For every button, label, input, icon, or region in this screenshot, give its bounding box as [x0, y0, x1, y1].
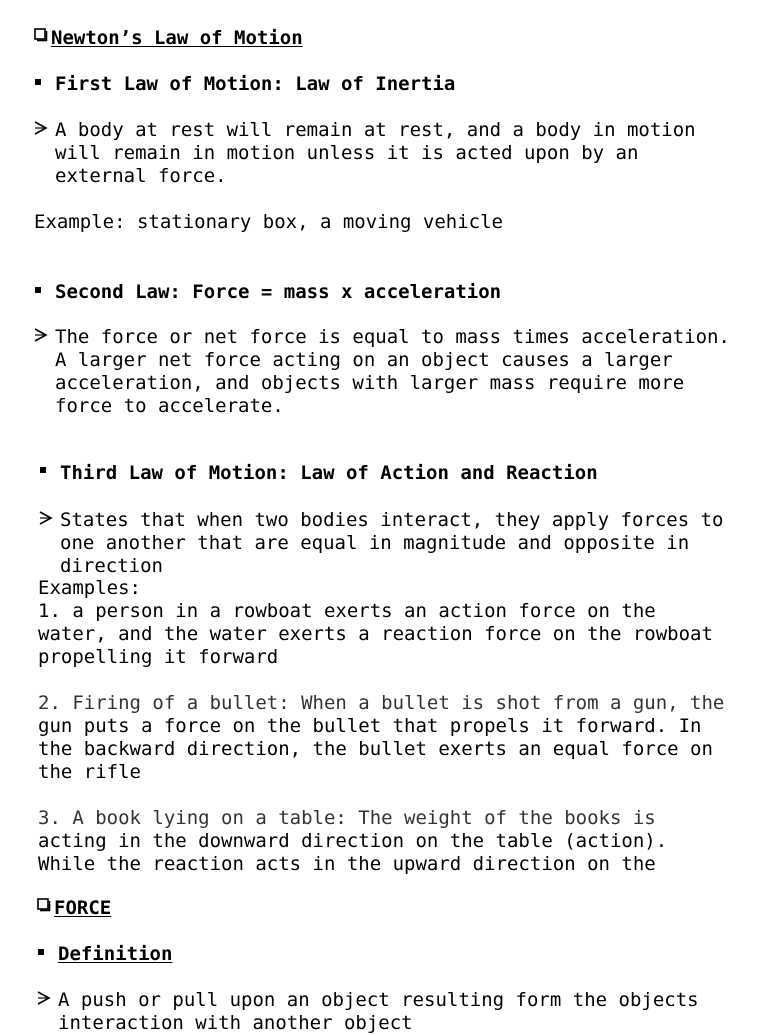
- arrowhead-icon: [34, 328, 48, 342]
- third-law-heading: Third Law of Motion: Law of Action and Reaction: [60, 462, 598, 484]
- example-2-line-1: 2. Firing of a bullet: When a bullet is shot from a gun, the: [38, 692, 725, 714]
- first-law-text-3: external force.: [55, 165, 227, 187]
- definition-heading: Definition: [58, 943, 173, 965]
- third-law-text-2: one another that are equal in magnitude and opposite in: [60, 532, 690, 554]
- second-law-heading: Second Law: Force = mass x acceleration: [55, 281, 502, 303]
- example-2-line-3: the backward direction, the bullet exerts an equal force on: [38, 738, 713, 760]
- section-title-force: FORCE: [54, 897, 112, 919]
- arrowhead-icon: [39, 511, 53, 525]
- arrowhead-icon: [37, 991, 51, 1005]
- square-bullet-icon: [35, 79, 41, 85]
- example-1-line-2: water, and the water exerts a reaction force on the rowboat: [38, 623, 713, 645]
- second-law-text-2: A larger net force acting on an object causes a larger: [55, 349, 673, 371]
- example-2-line-4: the rifle: [38, 761, 141, 783]
- second-law-text-1: The force or net force is equal to mass times acceleration.: [55, 326, 730, 348]
- first-law-example: Example: stationary box, a moving vehicle: [34, 211, 503, 233]
- second-law-text-4: force to accelerate.: [55, 395, 284, 417]
- example-3-clipped: [0, 853, 768, 875]
- example-2-line-2: gun puts a force on the bullet that propels it forward. In: [38, 715, 702, 737]
- example-3-line-1: 3. A book lying on a table: The weight of the books is: [38, 807, 656, 829]
- second-law-text-3: acceleration, and objects with larger mass require more: [55, 372, 685, 394]
- square-bullet-icon: [38, 949, 44, 955]
- first-law-heading: First Law of Motion: Law of Inertia: [55, 73, 456, 95]
- example-1-line-3: propelling it forward: [38, 646, 279, 668]
- checkbox-square-icon: [34, 28, 48, 42]
- arrowhead-icon: [34, 121, 48, 135]
- square-bullet-icon: [40, 467, 46, 473]
- examples-label: Examples:: [38, 577, 141, 599]
- example-3-line-2: acting in the downward direction on the table (action).: [38, 830, 668, 852]
- section-title-motion: Newton’s Law of Motion: [51, 27, 303, 49]
- square-bullet-icon: [35, 287, 41, 293]
- definition-text-2: interaction with another object: [58, 1012, 413, 1034]
- checkbox-square-icon: [37, 898, 51, 912]
- first-law-text-2: will remain in motion unless it is acted upon by an: [55, 142, 639, 164]
- definition-text-1: A push or pull upon an object resulting form the objects: [58, 989, 699, 1011]
- third-law-text-1: States that when two bodies interact, they apply forces to: [60, 509, 724, 531]
- first-law-text-1: A body at rest will remain at rest, and a body in motion: [55, 119, 696, 141]
- third-law-text-3: direction: [60, 555, 163, 577]
- example-1-line-1: 1. a person in a rowboat exerts an action force on the: [38, 600, 656, 622]
- example-3-line-3: While the reaction acts in the upward direction on the: [38, 853, 656, 875]
